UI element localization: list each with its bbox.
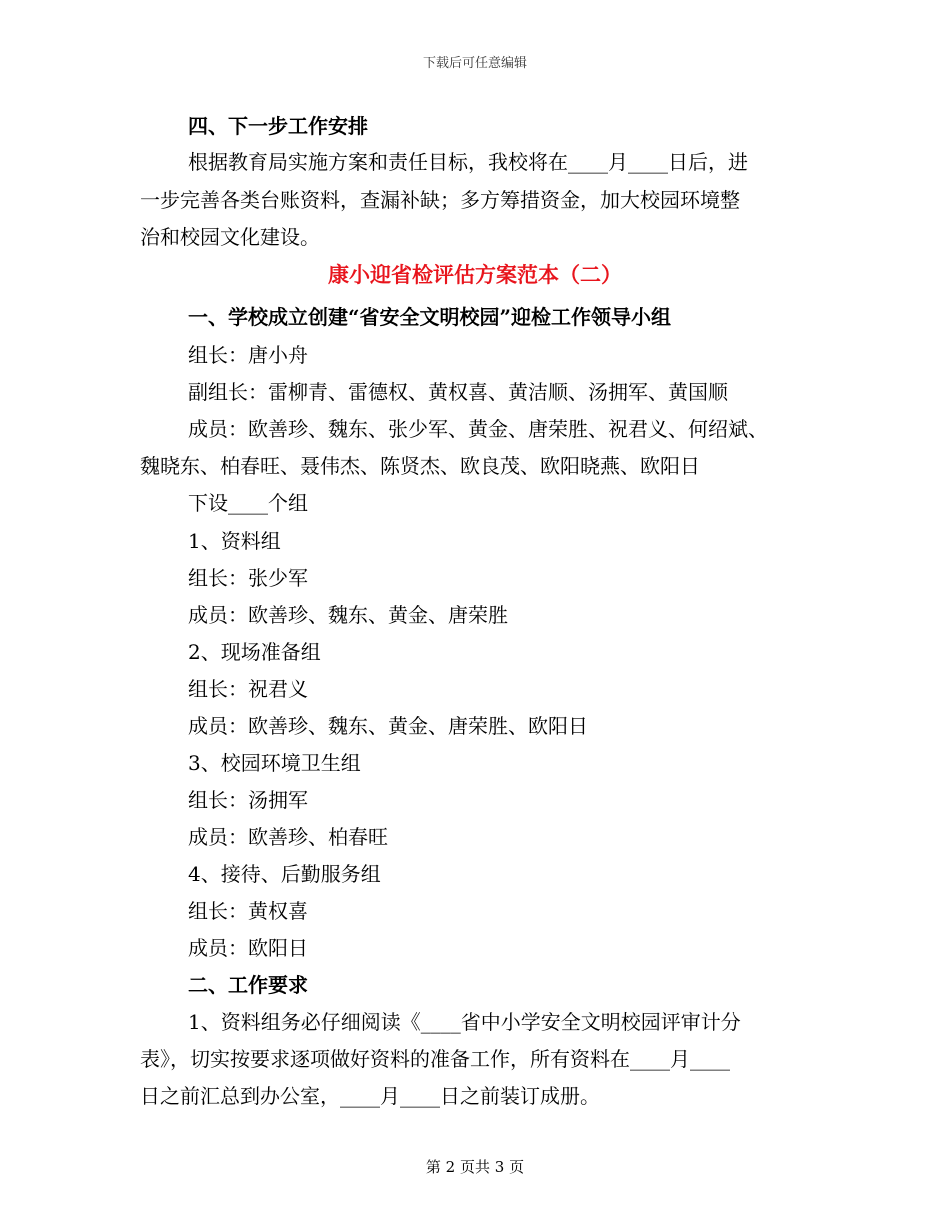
text-line: 组长：祝君义: [188, 677, 308, 701]
page-footer: 第 2 页共 3 页: [425, 1158, 525, 1176]
paragraph-line: 一步完善各类台账资料，查漏补缺；多方筹措资金，加大校园环境整: [140, 188, 740, 212]
paragraph-line: 治和校园文化建设。: [140, 225, 320, 249]
group-heading: 3、校园环境卫生组: [188, 751, 361, 775]
document-title: 康小迎省检评估方案范本（二）: [328, 262, 622, 287]
text-line: 副组长：雷柳青、雷德权、黄权喜、黄洁顺、汤拥军、黄国顺: [188, 380, 728, 404]
paragraph-line: 根据教育局实施方案和责任目标，我校将在____月____日后，进: [188, 150, 748, 174]
text-line: 成员：欧善珍、魏东、张少军、黄金、唐荣胜、祝君义、何绍斌、: [188, 417, 768, 441]
text-line: 成员：欧阳日: [188, 936, 308, 960]
paragraph-line: 日之前汇总到办公室，____月____日之前装订成册。: [140, 1084, 600, 1108]
section-heading-requirements: 二、工作要求: [188, 973, 308, 997]
text-line: 组长：黄权喜: [188, 899, 308, 923]
text-line: 成员：欧善珍、魏东、黄金、唐荣胜、欧阳日: [188, 714, 588, 738]
paragraph-line: 表》，切实按要求逐项做好资料的准备工作，所有资料在____月____: [140, 1047, 730, 1071]
text-line: 组长：张少军: [188, 566, 308, 590]
group-heading: 2、现场准备组: [188, 640, 321, 664]
text-line: 组长：唐小舟: [188, 343, 308, 367]
group-heading: 4、接待、后勤服务组: [188, 862, 381, 886]
text-line: 组长：汤拥军: [188, 788, 308, 812]
section-heading-next-steps: 四、下一步工作安排: [188, 114, 368, 138]
group-heading: 1、资料组: [188, 529, 281, 553]
paragraph-line: 1、资料组务必仔细阅读《____省中小学安全文明校园评审计分: [188, 1010, 741, 1034]
text-line: 下设____个组: [188, 491, 308, 515]
text-line: 成员：欧善珍、柏春旺: [188, 825, 388, 849]
text-line: 魏晓东、柏春旺、聂伟杰、陈贤杰、欧良茂、欧阳晓燕、欧阳日: [140, 454, 700, 478]
page-header: 下载后可任意编辑: [422, 56, 527, 71]
section-heading-leadership-group: 一、学校成立创建“省安全文明校园”迎检工作领导小组: [188, 305, 672, 329]
text-line: 成员：欧善珍、魏东、黄金、唐荣胜: [188, 603, 508, 627]
